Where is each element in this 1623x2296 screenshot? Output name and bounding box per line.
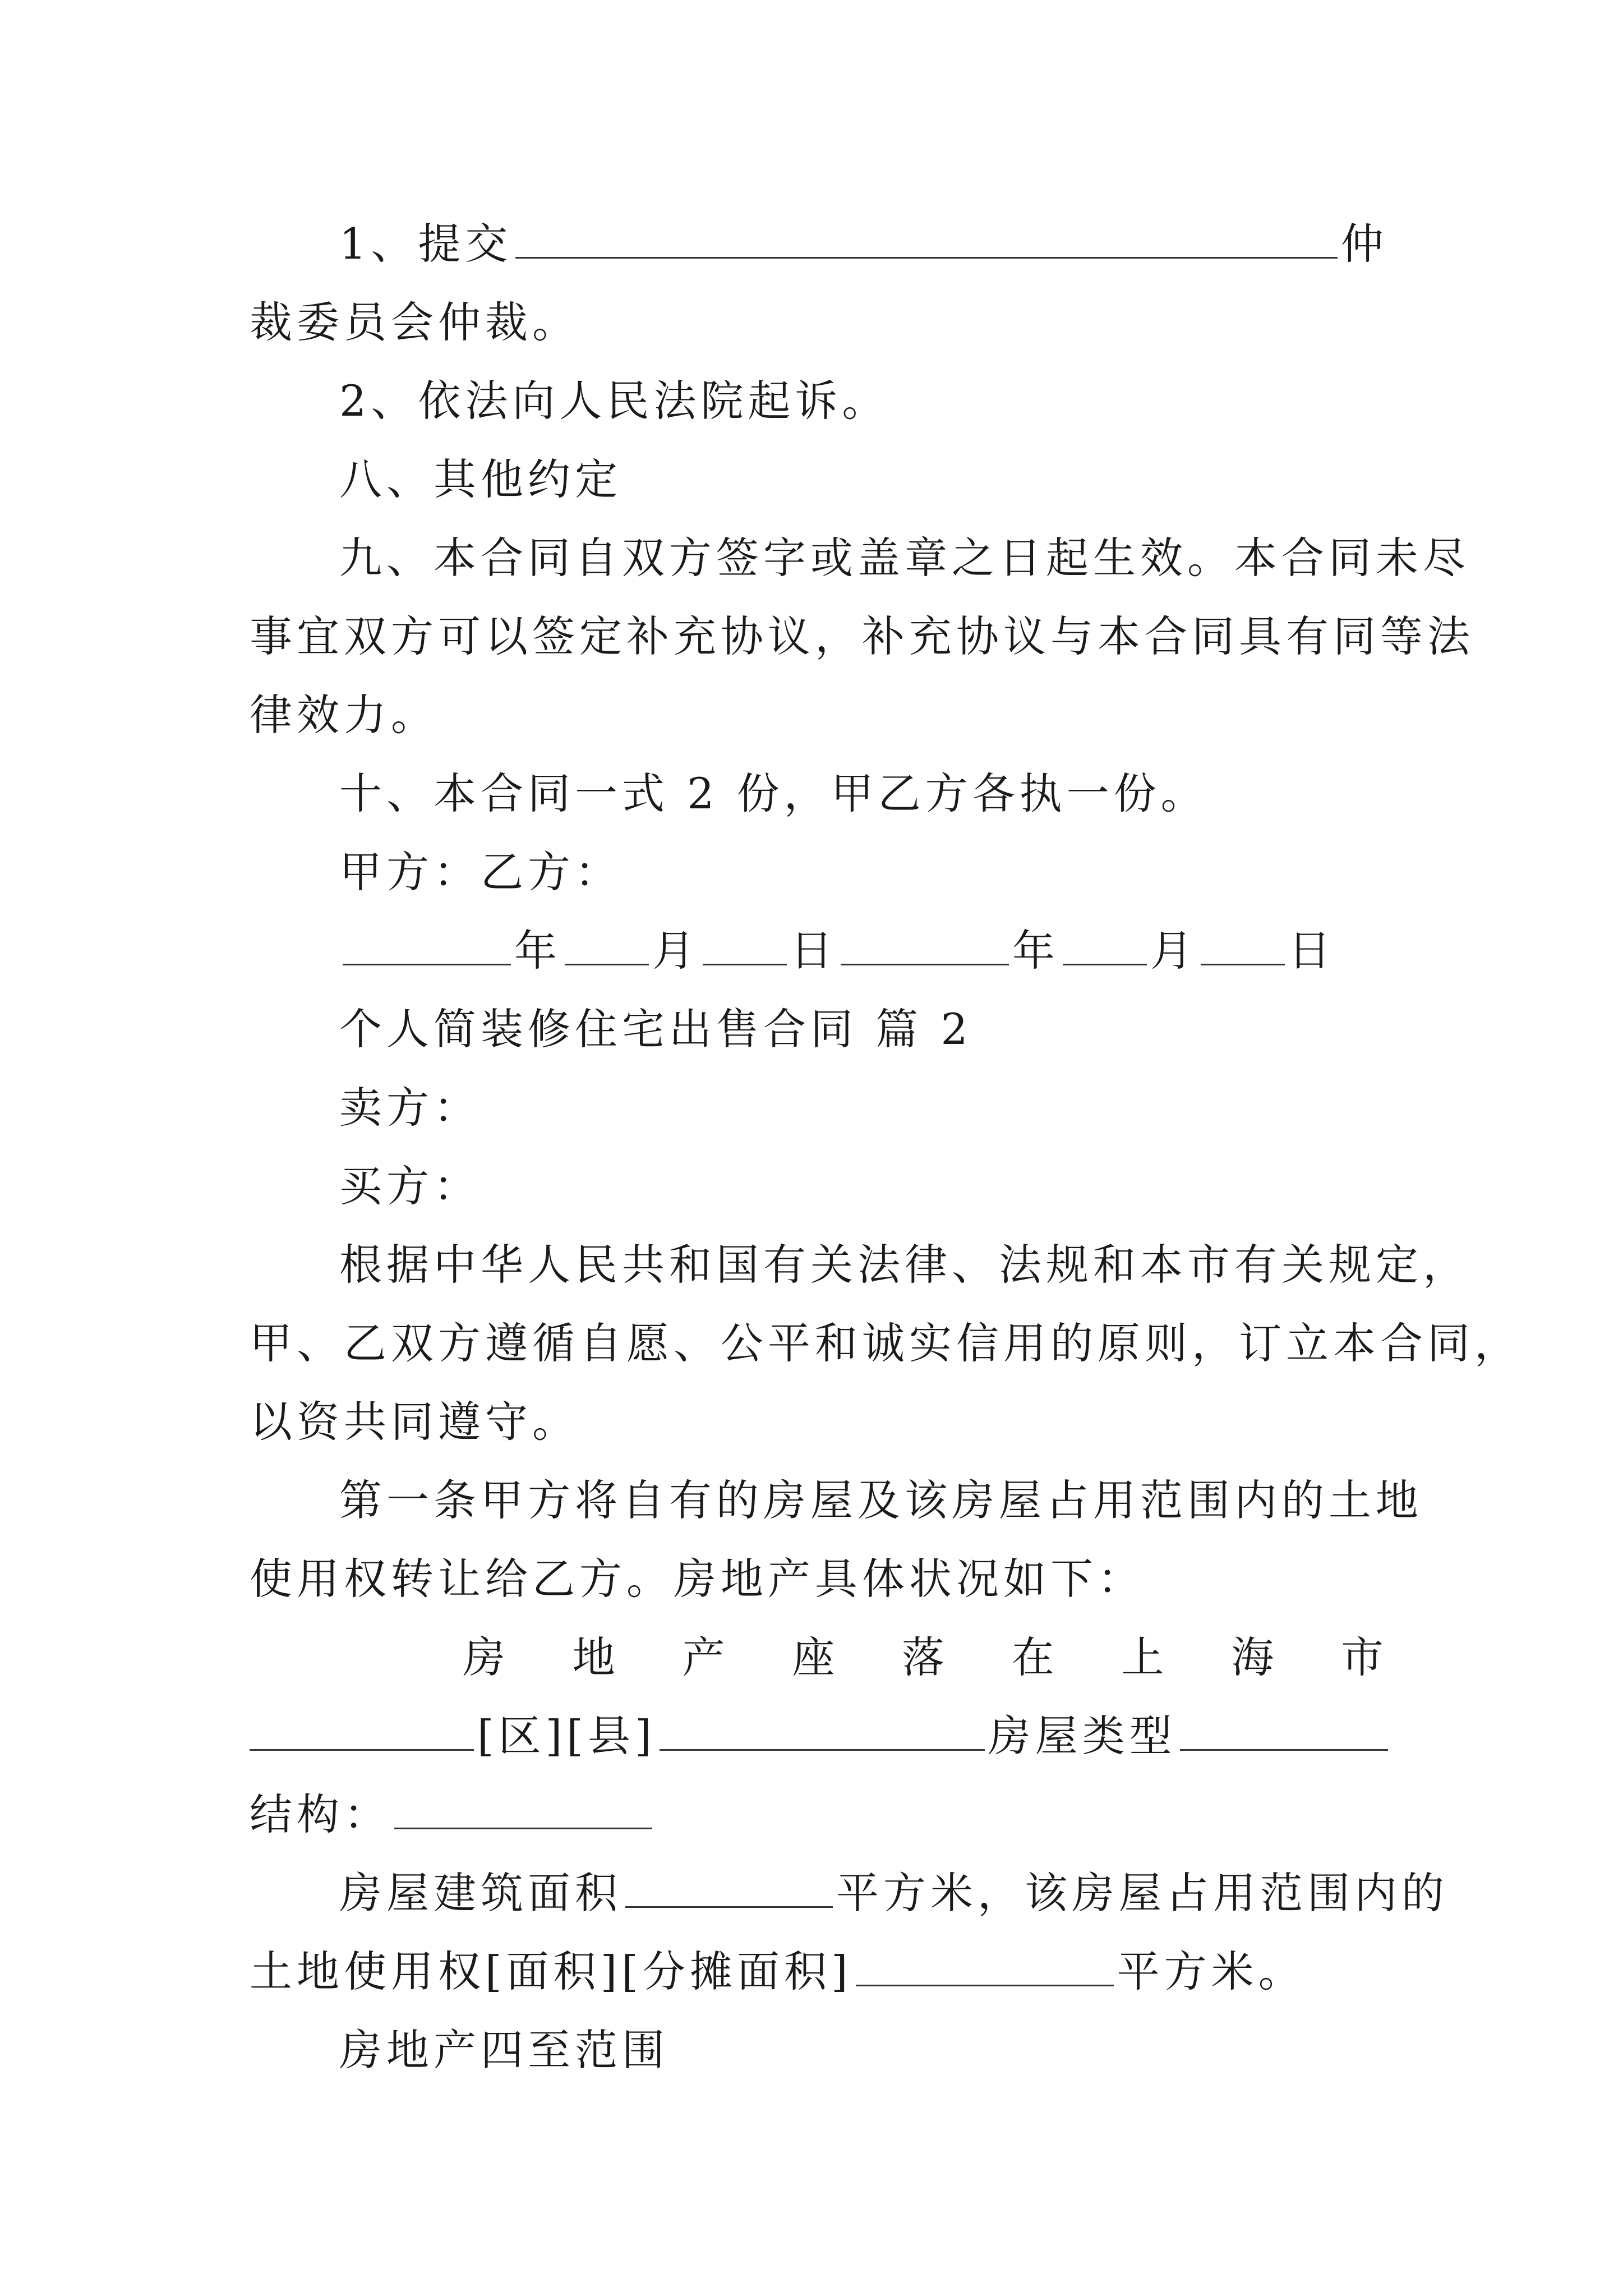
location-char: 上 <box>1121 1632 1169 1682</box>
structure-line <box>250 1775 1388 1854</box>
month-blank <box>1063 923 1147 965</box>
arbitration-prefix: 1、提交 <box>339 219 513 269</box>
signature-parties: 甲方：乙方： <box>339 847 622 897</box>
location-char: 房 <box>463 1632 510 1682</box>
city-blank <box>250 1709 474 1751</box>
paragraph-line: 律效力。 <box>250 690 438 740</box>
paragraph-line: 事宜双方可以签定补充协议，补充协议与本合同具有同等法 <box>250 611 1474 661</box>
land-area-line <box>250 1932 1388 2011</box>
area-prefix: 房屋建筑面积 <box>339 1868 622 1918</box>
paragraph-line: 裁委员会仲裁。 <box>250 297 579 347</box>
house-type-label: 房屋类型 <box>988 1711 1177 1761</box>
paragraph-line: 2、依法向人民法院起诉。 <box>339 376 889 426</box>
month-blank <box>565 923 649 965</box>
paragraph-line: 使用权转让给乙方。房地产具体状况如下： <box>250 1554 1145 1604</box>
section-heading: 八、其他约定 <box>339 454 622 504</box>
contract-title: 个人简装修住宅出售合同 篇 2 <box>339 1004 972 1054</box>
article-one-line: 第一条甲方将自有的房屋及该房屋占用范围内的土地 <box>339 1475 1423 1525</box>
district-label: [区][县] <box>477 1711 656 1761</box>
arbitration-suffix: 仲 <box>1341 219 1388 269</box>
house-type-blank <box>1180 1709 1388 1751</box>
paragraph-line: 甲、乙双方遵循自愿、公平和诚实信用的原则，订立本合同， <box>250 1318 1521 1368</box>
paragraph-line: 根据中华人民共和国有关法律、法规和本市有关规定， <box>339 1240 1470 1290</box>
land-area-suffix: 平方米。 <box>1117 1947 1306 1996</box>
paragraph-line: 九、本合同自双方签字或盖章之日起生效。本合同未尽 <box>339 533 1470 583</box>
paragraph-line: 以资共同遵守。 <box>250 1397 579 1447</box>
buyer-label: 买方： <box>339 1161 481 1211</box>
month-label: 月 <box>652 926 699 976</box>
location-char: 市 <box>1341 1632 1388 1682</box>
location-char: 产 <box>682 1632 730 1682</box>
location-char: 海 <box>1231 1632 1279 1682</box>
seller-label: 卖方： <box>339 1083 481 1133</box>
location-line <box>250 1618 1388 1697</box>
area-line <box>250 1854 1449 1932</box>
boundary-line: 房地产四至范围 <box>339 2025 669 2075</box>
land-area-prefix: 土地使用权[面积][分摊面积] <box>250 1947 852 1996</box>
day-label: 日 <box>790 926 837 976</box>
month-label: 月 <box>1150 926 1197 976</box>
location-char: 座 <box>792 1632 840 1682</box>
date-line <box>250 912 1388 990</box>
year-label: 年 <box>514 926 561 976</box>
year-blank <box>841 923 1009 965</box>
arbitration-blank <box>515 217 1338 259</box>
district-line <box>250 1697 1388 1775</box>
day-blank <box>703 923 787 965</box>
location-char: 地 <box>572 1632 620 1682</box>
year-label: 年 <box>1012 926 1059 976</box>
district-blank <box>660 1709 985 1751</box>
day-label: 日 <box>1288 926 1335 976</box>
location-char: 落 <box>902 1632 949 1682</box>
location-char: 在 <box>1011 1632 1059 1682</box>
structure-label: 结构： <box>250 1789 391 1839</box>
arbitration-line <box>250 205 1388 283</box>
structure-blank <box>394 1787 652 1829</box>
paragraph-line: 十、本合同一式 2 份，甲乙方各执一份。 <box>339 769 1208 818</box>
land-area-blank <box>856 1944 1114 1986</box>
area-blank <box>625 1866 833 1908</box>
day-blank <box>1201 923 1285 965</box>
area-suffix: 平方米，该房屋占用范围内的 <box>836 1868 1449 1918</box>
year-blank <box>343 923 511 965</box>
